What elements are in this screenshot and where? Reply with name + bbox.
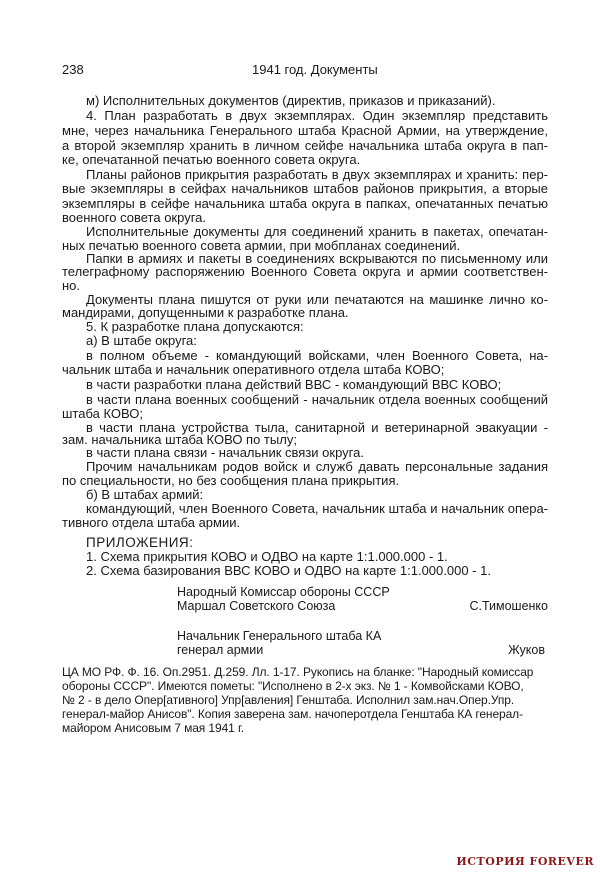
running-title: 1941 год. Документы	[252, 62, 378, 77]
text-line: Исполнительные документы для соединений хранить в пакетах, опечатан-	[86, 224, 548, 239]
signatory-position: Начальник Генерального штаба КА	[177, 629, 382, 643]
text-line: в части разработки плана действий ВВС - командующий ВВС КОВО;	[86, 377, 502, 392]
text-line: а) В штабе округа:	[86, 333, 197, 348]
text-line: чальник штаба и начальник оперативного отдела штаба КОВО;	[62, 362, 445, 377]
text-line: м) Исполнительных документов (директив, приказов и приказаний).	[86, 93, 496, 108]
signatory-name: С.Тимошенко	[469, 599, 548, 613]
text-line: в части плана связи - начальник связи округа.	[86, 445, 364, 460]
text-line: в части плана военных сообщений - начальник отдела военных сообщений	[86, 392, 548, 407]
text-line: 5. К разработке плана допускаются:	[86, 319, 304, 334]
text-line: командующий, член Военного Совета, начальник штаба и начальник опера-	[86, 501, 548, 516]
text-line: мандирами, допущенными к разработке плана.	[62, 305, 349, 320]
watermark: ИСТОРИЯ FOREVER	[456, 855, 594, 868]
signatory-rank: Маршал Советского Союза	[177, 599, 336, 613]
text-line: а второй экземпляр хранить в личном сейфе начальника штаба округа в пап-	[62, 138, 548, 153]
text-line: мне, через начальника Генерального штаба Красной Армии, на утверждение,	[62, 123, 548, 138]
text-line: в полном объеме - командующий войсками, член Военного Совета, на-	[86, 348, 548, 363]
citation-line: майором Анисовым 7 мая 1941 г.	[62, 721, 244, 735]
citation-line: обороны СССР". Имеются пометы: "Исполнено в 2-х экз. № 1 - Комвойсками КОВО,	[62, 679, 524, 693]
citation-line: ЦА МО РФ. Ф. 16. Оп.2951. Д.259. Лл. 1-17. Рукопись на бланке: "Народный комиссар	[62, 665, 534, 679]
text-line: штаба КОВО;	[62, 406, 143, 421]
citation-line: № 2 - в дело Опер[ативного] Упр[авления] Генштаба. Исполнил зам.нач.Опер.Упр.	[62, 693, 515, 707]
text-line: телеграфному распоряжению Военного Совета округа и армии соответствен-	[62, 264, 548, 279]
text-line: в части плана устройства тыла, санитарной и ветеринарной эвакуации -	[86, 420, 548, 435]
text-line: Документы плана пишутся от руки или печатаются на машинке лично ко-	[86, 292, 548, 307]
text-line: тивного отдела штаба армии.	[62, 515, 241, 530]
text-line: зам. начальника штаба КОВО по тылу;	[62, 432, 297, 447]
text-line: Папки в армиях и пакеты в соединениях вскрываются по письменному или	[86, 251, 548, 266]
text-line: вые экземпляры в сейфах начальников штабов районов прикрытия, а вторые	[62, 181, 548, 196]
text-line: 4. План разработать в двух экземплярах. Один экземпляр представить	[86, 108, 548, 123]
text-line: ке, опечатанной печатью военного совета округа.	[62, 152, 361, 167]
appendix-item: 2. Схема базирования ВВС КОВО и ОДВО на карте 1:1.000.000 - 1.	[86, 563, 491, 578]
citation-line: генерал-майор Анисов". Копия заверена зам. начоперотдела Генштаба КА генерал-	[62, 707, 523, 721]
appendix-title: ПРИЛОЖЕНИЯ:	[86, 535, 194, 550]
page-number: 238	[62, 62, 84, 77]
text-line: ных печатью военного совета армии, при мобпланах соединений.	[62, 238, 461, 253]
text-line: экземпляры в сейфе начальника штаба округа в папках, опечатанных печатью	[62, 196, 548, 211]
text-line: военного совета округа.	[62, 210, 206, 225]
signatory-rank: генерал армии	[177, 643, 264, 657]
signatory-name: Жуков	[508, 643, 545, 657]
text-line: Прочим начальникам родов войск и служб давать персональные задания	[86, 459, 548, 474]
text-line: по специальности, но без сообщения плана прикрытия.	[62, 473, 400, 488]
appendix-item: 1. Схема прикрытия КОВО и ОДВО на карте 1:1.000.000 - 1.	[86, 549, 448, 564]
signatory-position: Народный Комиссар обороны СССР	[177, 585, 390, 599]
text-line: но.	[62, 278, 81, 293]
text-line: Планы районов прикрытия разработать в двух экземплярах и хранить: пер-	[86, 167, 548, 182]
text-line: б) В штабах армий:	[86, 487, 204, 502]
